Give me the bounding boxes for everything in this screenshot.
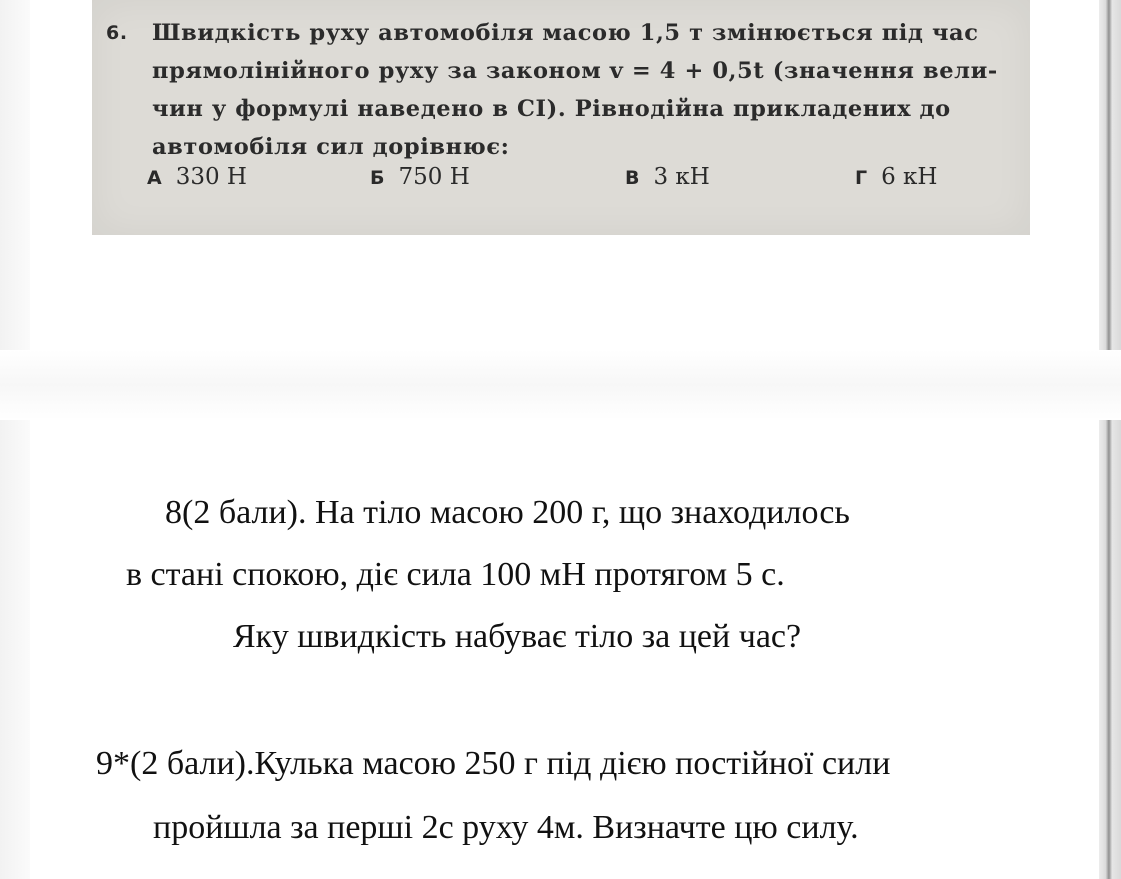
option-letter: В [625, 167, 640, 189]
option-c [625, 164, 710, 190]
option-b [370, 164, 470, 190]
problem-6-line: автомобіля сил дорівнює: [152, 134, 510, 160]
option-a [147, 164, 247, 190]
problem-9-line: 9*(2 бали).Кулька масою 250 г під дією постійної сили [96, 745, 891, 782]
answer-options [147, 164, 1027, 204]
left-margin [0, 0, 30, 879]
problem-8-line: Яку швидкість набуває тіло за цей час? [233, 618, 802, 655]
problem-8-line: 8(2 бали). На тіло масою 200 г, що знаходилось [165, 494, 850, 531]
problem-9-line: пройшла за перші 2с руху 4м. Визначте цю силу. [153, 809, 859, 846]
option-letter: А [147, 167, 162, 189]
problem-6-line: чин у формулі наведено в СІ). Рівнодійна прикладених до [152, 96, 951, 122]
problem-6-number: 6. [106, 22, 128, 44]
textbook-photo [92, 0, 1030, 235]
option-d [855, 164, 938, 190]
problem-8-line: в стані спокою, діє сила 100 мН протягом 5 с. [126, 556, 785, 593]
option-value: 330 Н [175, 164, 247, 190]
problem-6-text [106, 14, 1016, 166]
problem-6-line: Швидкість руху автомобіля масою 1,5 т змінюється під час [152, 20, 979, 46]
option-value: 750 Н [398, 164, 470, 190]
option-letter: Б [370, 167, 385, 189]
page-edge-shadow [1099, 0, 1121, 879]
option-value: 6 кН [881, 164, 938, 190]
option-letter: Г [855, 167, 868, 189]
option-value: 3 кН [653, 164, 710, 190]
blank-area [0, 350, 1121, 420]
problem-6-line: прямолінійного руху за законом v = 4 + 0,5t (значення вели- [152, 58, 998, 84]
